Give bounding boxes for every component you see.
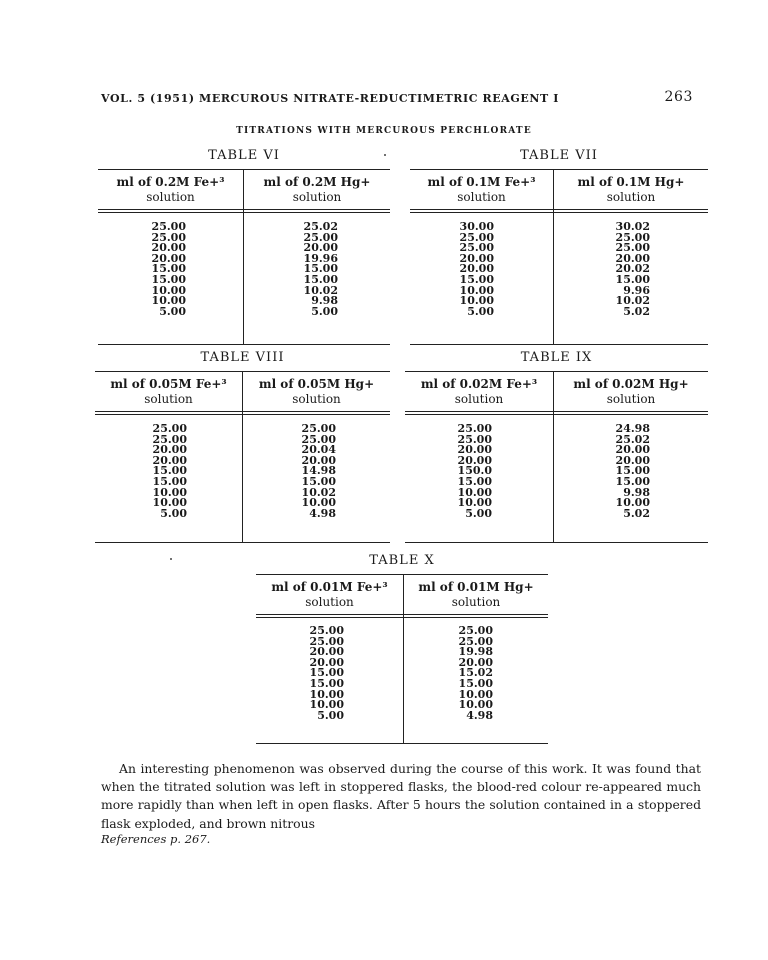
table-cell: 25.02: [615, 432, 650, 446]
table-vii: [410, 169, 708, 345]
column-header-bottom: solution: [606, 190, 656, 204]
table-cell: 20.00: [459, 251, 494, 265]
table-cell: 25.00: [303, 230, 338, 244]
table-cell: 20.00: [151, 251, 186, 265]
table-cell: 20.00: [309, 655, 344, 669]
table-cell: 25.00: [301, 432, 336, 446]
stray-dot: [384, 154, 386, 156]
table-rule: [405, 542, 708, 543]
running-head-text: VOL. 5 (1951) MERCUROUS NITRATE-REDUCTIMETRIC REAGENT I: [101, 92, 560, 105]
table-cell: 4.98: [309, 506, 336, 520]
table-cell: 10.00: [309, 687, 344, 701]
table-cell: 20.00: [309, 645, 344, 659]
table-cell: 25.00: [459, 230, 494, 244]
table-ix-title: TABLE IX: [520, 350, 593, 365]
table-cell: 25.00: [615, 241, 650, 255]
table-cell: 25.00: [459, 241, 494, 255]
table-cell: 15.00: [309, 666, 344, 680]
table-cell: 20.00: [152, 453, 187, 467]
table-cell: 5.00: [317, 708, 344, 722]
table-cell: 25.02: [303, 220, 338, 233]
table-cell: 25.00: [615, 230, 650, 244]
table-cell: 15.00: [151, 272, 186, 286]
column-header-top: ml of 0.2M Fe+³: [116, 175, 225, 189]
column-header-top: ml of 0.02M Hg+: [573, 377, 689, 391]
table-cell: 5.00: [160, 506, 187, 520]
table-cell: 9.98: [623, 485, 650, 499]
table-rule: [256, 574, 548, 575]
table-viii: [95, 371, 390, 543]
hg-values-column: [554, 222, 650, 317]
table-cell: 14.98: [301, 464, 336, 478]
column-header-top: ml of 0.01M Hg+: [418, 580, 534, 594]
table-cell: 10.00: [151, 294, 186, 308]
fe-values-column: [410, 222, 494, 317]
column-header-top: ml of 0.05M Hg+: [258, 377, 375, 391]
table-cell: 15.00: [458, 676, 493, 690]
hg-values-column: [554, 424, 650, 519]
table-cell: 25.00: [457, 422, 492, 435]
table-cell: 10.00: [458, 698, 493, 712]
table-rule: [256, 617, 548, 618]
table-cell: 20.04: [301, 443, 336, 457]
table-cell: 25.00: [152, 422, 187, 435]
table-vi-title: TABLE VI: [208, 148, 280, 163]
table-vii-title: TABLE VII: [520, 148, 598, 163]
table-rule: [405, 371, 708, 372]
fe-values-column: [256, 626, 344, 721]
column-header-bottom: solution: [305, 595, 354, 609]
table-cell: 20.00: [301, 453, 336, 467]
column-header-hg: [244, 175, 390, 205]
fe-values-column: [405, 424, 492, 519]
table-rule: [410, 344, 708, 345]
table-cell: 20.00: [615, 453, 650, 467]
table-cell: 15.00: [459, 272, 494, 286]
column-header-hg: [554, 377, 708, 407]
table-cell: 5.00: [159, 304, 186, 318]
table-cell: 9.96: [623, 283, 650, 297]
table-cell: 5.00: [311, 304, 338, 318]
table-cell: 10.00: [459, 283, 494, 297]
table-cell: 15.00: [151, 262, 186, 276]
table-cell: 24.98: [615, 422, 650, 435]
table-cell: 25.00: [458, 634, 493, 648]
fe-values-column: [95, 424, 187, 519]
hg-values-column: [404, 626, 493, 721]
column-header-fe: [256, 580, 403, 610]
table-cell: 5.00: [467, 304, 494, 318]
table-cell: 15.00: [303, 262, 338, 276]
table-cell: 25.00: [152, 432, 187, 446]
table-cell: 10.00: [459, 294, 494, 308]
hg-values-column: [244, 222, 338, 317]
table-cell: 25.00: [151, 230, 186, 244]
column-header-top: ml of 0.02M Fe+³: [420, 377, 538, 391]
table-cell: 20.00: [615, 443, 650, 457]
column-header-fe: [410, 175, 553, 205]
table-cell: 15.00: [309, 676, 344, 690]
table-cell: 20.00: [151, 241, 186, 255]
table-rule: [256, 743, 548, 744]
column-header-top: ml of 0.05M Fe+³: [110, 377, 227, 391]
table-cell: 9.98: [311, 294, 338, 308]
table-cell: 20.02: [615, 262, 650, 276]
table-cell: 25.00: [301, 422, 336, 435]
table-rule: [98, 209, 390, 210]
body-paragraph: [101, 760, 701, 833]
running-head: [101, 89, 693, 112]
table-cell: 10.00: [152, 485, 187, 499]
table-cell: 5.02: [623, 304, 650, 318]
table-cell: 15.00: [615, 464, 650, 478]
table-x-title: TABLE X: [369, 553, 435, 568]
table-vi: [98, 169, 390, 345]
table-cell: 15.00: [301, 474, 336, 488]
table-rule: [98, 212, 390, 213]
table-cell: 20.00: [152, 443, 187, 457]
table-cell: 25.00: [309, 624, 344, 637]
column-header-fe: [98, 175, 243, 205]
table-ix: [405, 371, 708, 543]
paragraph-text: An interesting phenomenon was observed during the course of this work. It was found that when the titrated solution was left in stoppered flasks, the blood-red colour re-appeared much more rapidly than when left in open flasks. After 5 hours the solution contained in a stoppered flask exploded, and brown nitrous: [101, 761, 701, 831]
column-header-bottom: solution: [606, 392, 656, 406]
column-header-fe: [95, 377, 242, 407]
table-cell: 25.00: [457, 432, 492, 446]
table-rule: [405, 411, 708, 412]
table-cell: 30.02: [615, 220, 650, 233]
table-viii-title: TABLE VIII: [200, 350, 285, 365]
table-cell: 10.00: [309, 698, 344, 712]
column-header-hg: [243, 377, 390, 407]
table-cell: 15.00: [457, 474, 492, 488]
table-cell: 25.00: [458, 624, 493, 637]
page-number: 263: [664, 89, 693, 105]
table-cell: 10.00: [457, 496, 492, 510]
table-cell: 19.98: [458, 645, 493, 659]
table-rule: [256, 614, 548, 615]
table-x: [256, 574, 548, 744]
column-header-hg: [404, 580, 548, 610]
section-title: TITRATIONS WITH MERCUROUS PERCHLORATE: [236, 126, 532, 136]
column-header-bottom: solution: [451, 595, 501, 609]
references-note: References p. 267.: [101, 832, 211, 846]
table-cell: 15.00: [152, 464, 187, 478]
table-cell: 150.0: [457, 464, 492, 478]
table-cell: 15.00: [152, 474, 187, 488]
column-header-top: ml of 0.2M Hg+: [263, 175, 371, 189]
table-cell: 19.96: [303, 251, 338, 265]
column-header-bottom: solution: [146, 190, 195, 204]
column-header-bottom: solution: [292, 392, 341, 406]
column-header-bottom: solution: [457, 190, 506, 204]
table-rule: [98, 169, 390, 170]
table-rule: [410, 209, 708, 210]
table-cell: 20.00: [457, 453, 492, 467]
table-rule: [405, 414, 708, 415]
table-cell: 10.00: [152, 496, 187, 510]
column-header-fe: [405, 377, 553, 407]
table-cell: 20.00: [458, 655, 493, 669]
table-cell: 10.00: [458, 687, 493, 701]
table-cell: 10.00: [301, 496, 336, 510]
table-cell: 4.98: [466, 708, 493, 722]
table-cell: 10.02: [303, 283, 338, 297]
table-cell: 15.02: [458, 666, 493, 680]
table-cell: 10.02: [301, 485, 336, 499]
table-cell: 15.00: [615, 474, 650, 488]
table-cell: 20.00: [459, 262, 494, 276]
hg-values-column: [243, 424, 336, 519]
table-rule: [95, 542, 390, 543]
column-header-hg: [554, 175, 708, 205]
column-header-top: ml of 0.01M Fe+³: [271, 580, 388, 594]
column-header-top: ml of 0.1M Hg+: [577, 175, 685, 189]
table-cell: 25.00: [151, 220, 186, 233]
table-cell: 15.00: [303, 272, 338, 286]
table-cell: 15.00: [615, 272, 650, 286]
table-cell: 10.00: [615, 496, 650, 510]
table-cell: 20.00: [303, 241, 338, 255]
table-rule: [98, 344, 390, 345]
column-header-bottom: solution: [454, 392, 504, 406]
table-cell: 10.00: [151, 283, 186, 297]
table-cell: 20.00: [457, 443, 492, 457]
table-cell: 5.00: [465, 506, 492, 520]
table-cell: 25.00: [309, 634, 344, 648]
fe-values-column: [98, 222, 186, 317]
column-header-bottom: solution: [292, 190, 342, 204]
table-cell: 10.00: [457, 485, 492, 499]
stray-dot: [170, 558, 172, 560]
table-cell: 10.02: [615, 294, 650, 308]
table-rule: [410, 169, 708, 170]
table-cell: 5.02: [623, 506, 650, 520]
table-cell: 30.00: [459, 220, 494, 233]
column-header-top: ml of 0.1M Fe+³: [427, 175, 536, 189]
table-cell: 20.00: [615, 251, 650, 265]
column-header-bottom: solution: [144, 392, 193, 406]
table-rule: [410, 212, 708, 213]
